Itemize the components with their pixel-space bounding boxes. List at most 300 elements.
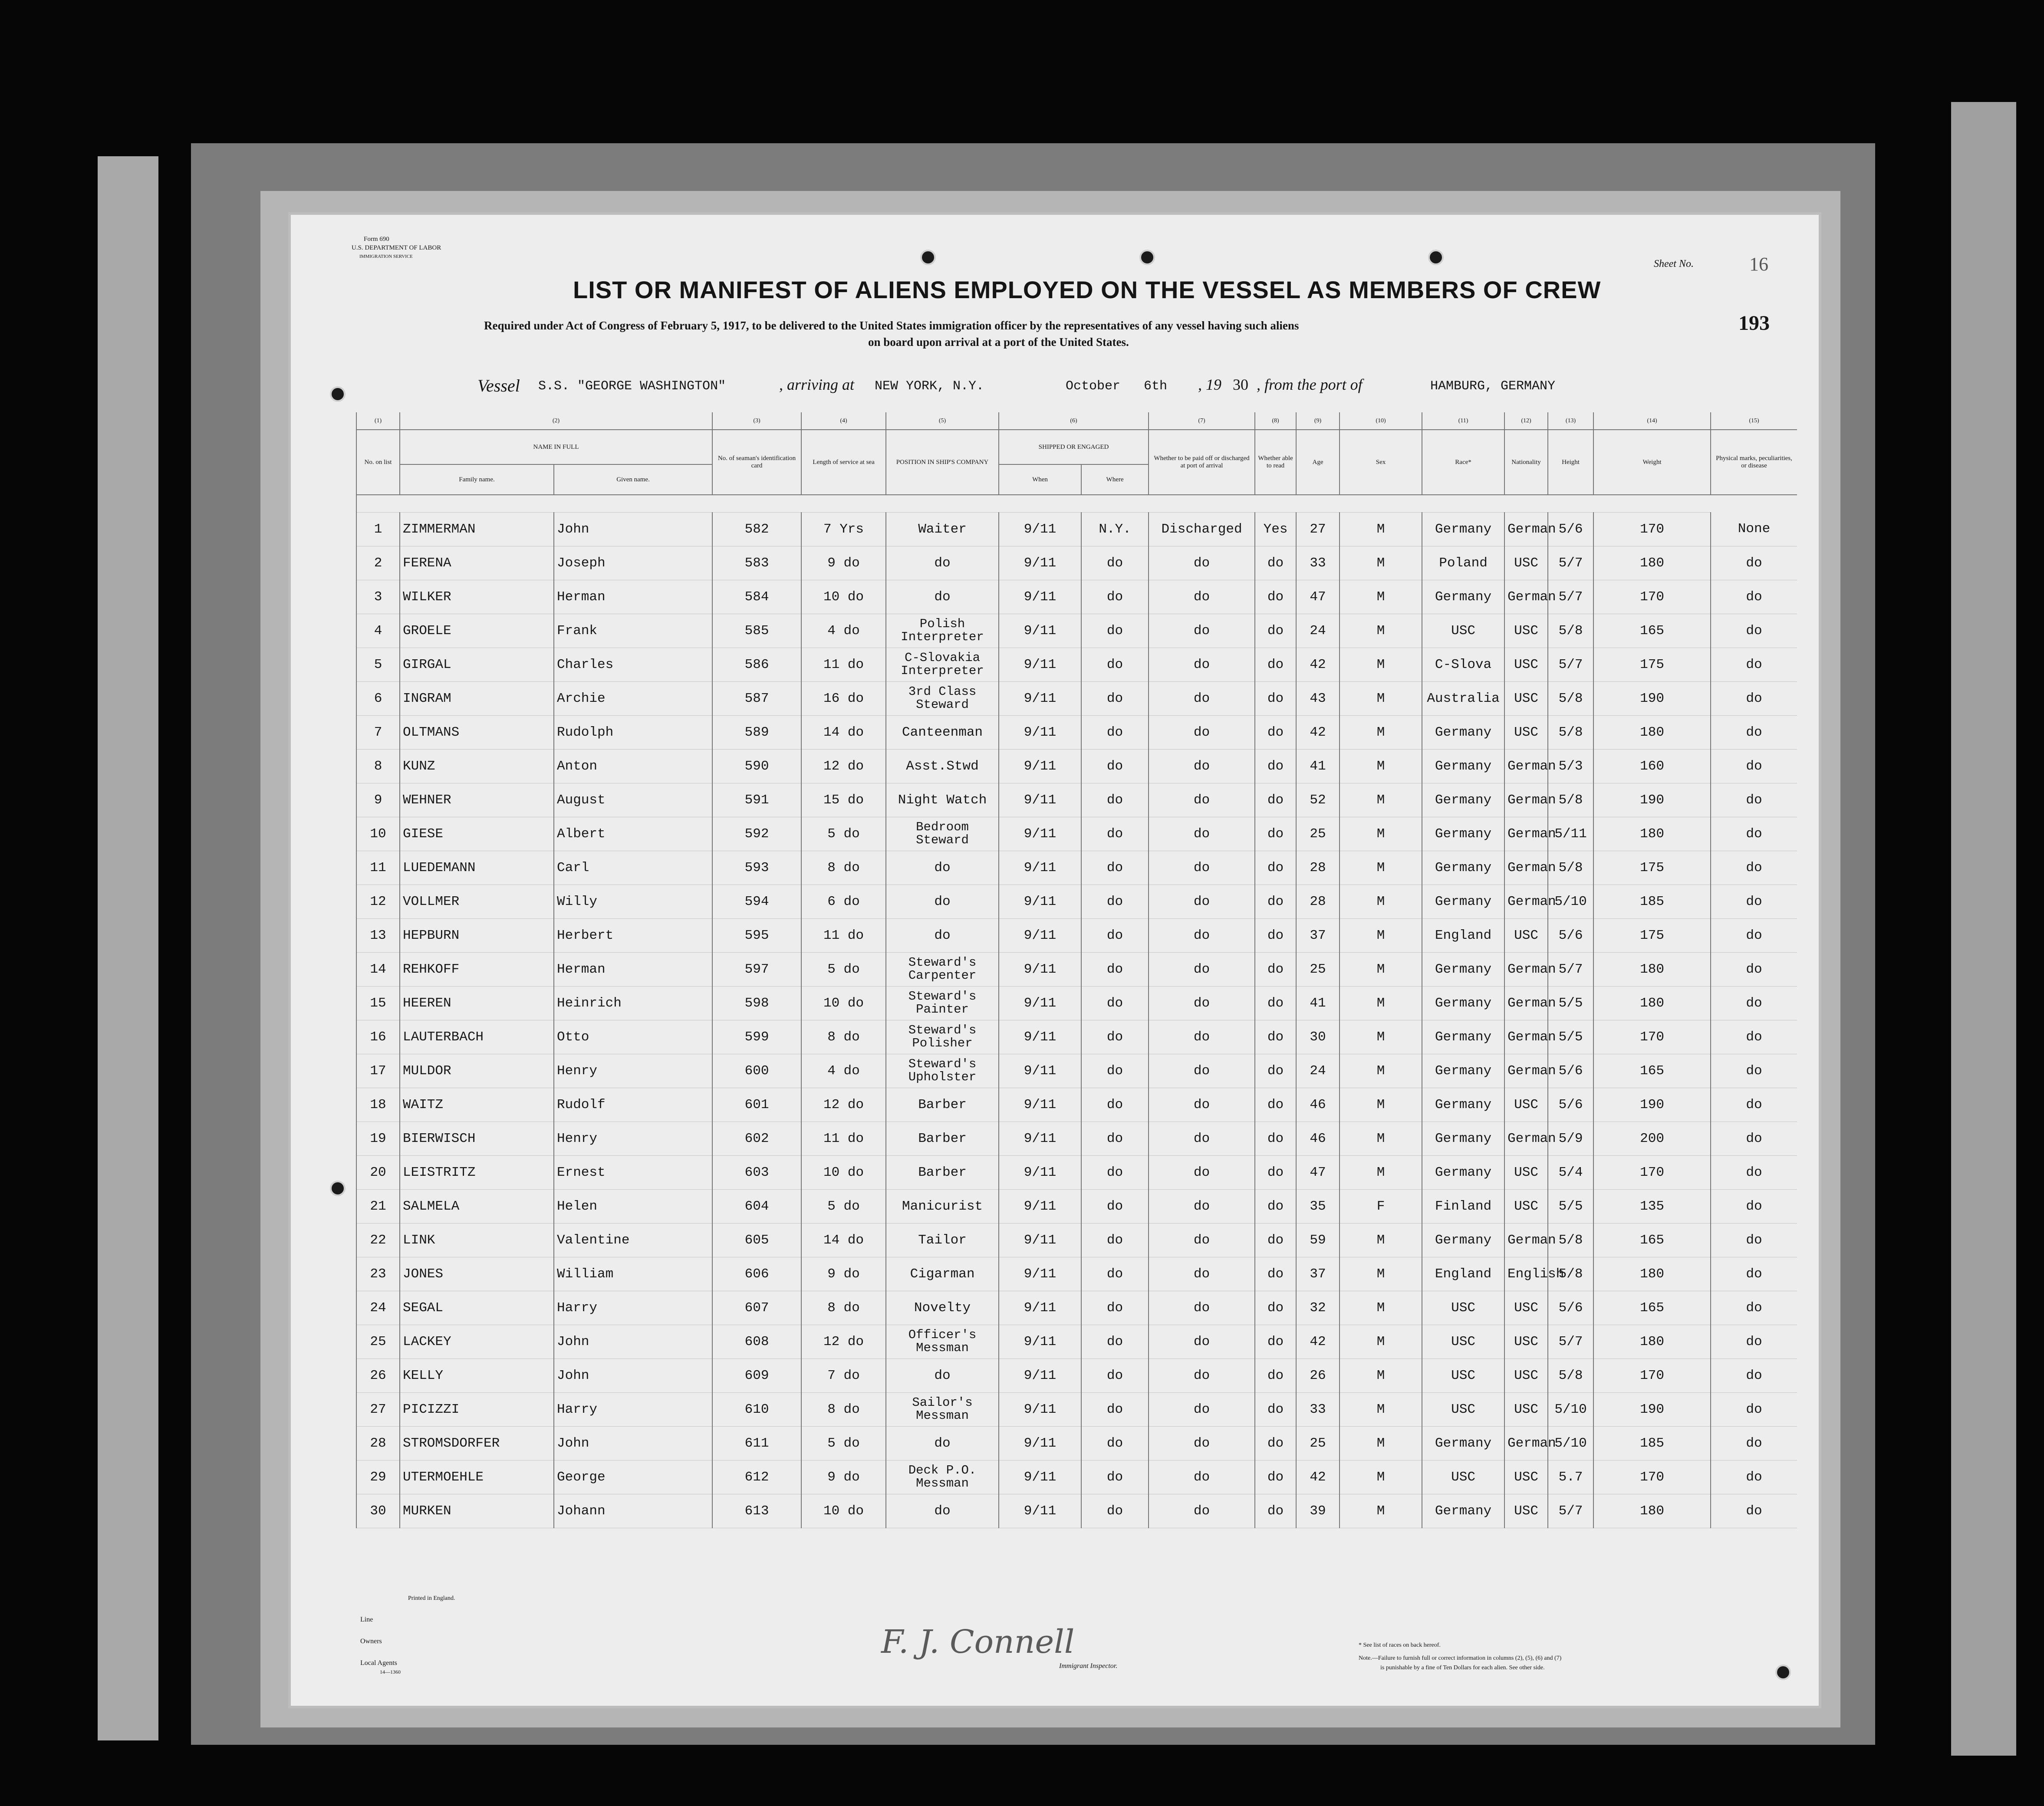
nationality-cell: German [1504, 512, 1548, 546]
table-row [356, 681, 1797, 715]
row-number-cell: 27 [356, 1392, 400, 1426]
age-cell: 35 [1296, 1189, 1340, 1223]
able-to-read-cell: do [1255, 1426, 1296, 1460]
physical-marks-cell: do [1711, 1426, 1797, 1460]
nationality-cell: USC [1504, 1460, 1548, 1494]
race-cell: USC [1422, 1359, 1504, 1392]
service-length-cell: 14 do [801, 715, 886, 749]
table-row [356, 1155, 1797, 1189]
age-cell: 37 [1296, 918, 1340, 952]
physical-marks-cell: do [1711, 1460, 1797, 1494]
position-cell: Sailor's Messman [886, 1392, 999, 1426]
shipped-when-cell: 9/11 [999, 648, 1081, 681]
id-card-cell: 597 [712, 952, 801, 986]
able-to-read-cell: do [1255, 952, 1296, 986]
able-to-read-cell: do [1255, 918, 1296, 952]
age-cell: 46 [1296, 1122, 1340, 1155]
header-where: Where [1081, 464, 1149, 495]
row-number-cell: 3 [356, 580, 400, 614]
service-length-cell: 12 do [801, 1325, 886, 1359]
id-card-cell: 591 [712, 783, 801, 817]
table-row [356, 918, 1797, 952]
service-length-cell: 9 do [801, 546, 886, 580]
height-cell: 5/8 [1548, 614, 1593, 648]
race-cell: C-Slova [1422, 648, 1504, 681]
shipped-when-cell: 9/11 [999, 1291, 1081, 1325]
able-to-read-cell: do [1255, 1460, 1296, 1494]
sex-cell: M [1340, 1426, 1422, 1460]
height-cell: 5/6 [1548, 512, 1593, 546]
height-cell: 5/6 [1548, 1054, 1593, 1088]
table-row [356, 885, 1797, 918]
family-name-cell: WILKER [400, 580, 554, 614]
id-card-cell: 600 [712, 1054, 801, 1088]
inspector-label: Immigrant Inspector. [1059, 1662, 1118, 1670]
given-name-cell: Archie [554, 681, 712, 715]
service-length-cell: 11 do [801, 1122, 886, 1155]
shipped-where-cell: do [1081, 1257, 1149, 1291]
physical-marks-cell: do [1711, 783, 1797, 817]
header-race: Race* [1422, 430, 1504, 495]
given-name-cell: Ernest [554, 1155, 712, 1189]
race-cell: USC [1422, 1325, 1504, 1359]
nationality-cell: German [1504, 817, 1548, 851]
height-cell: 5/11 [1548, 817, 1593, 851]
height-cell: 5/3 [1548, 749, 1593, 783]
colnum: (3) [712, 412, 801, 430]
colnum: (6) [999, 412, 1149, 430]
given-name-cell: Rudolph [554, 715, 712, 749]
shipped-when-cell: 9/11 [999, 1257, 1081, 1291]
height-cell: 5/5 [1548, 1189, 1593, 1223]
shipped-where-cell: do [1081, 1189, 1149, 1223]
given-name-cell: John [554, 1325, 712, 1359]
position-cell: Deck P.O. Messman [886, 1460, 999, 1494]
arrival-day: 6th [1144, 379, 1168, 394]
able-to-read-cell: do [1255, 614, 1296, 648]
shipped-when-cell: 9/11 [999, 1189, 1081, 1223]
family-name-cell: FERENA [400, 546, 554, 580]
shipped-where-cell: do [1081, 986, 1149, 1020]
shipped-where-cell: do [1081, 817, 1149, 851]
family-name-cell: REHKOFF [400, 952, 554, 986]
position-cell: Canteenman [886, 715, 999, 749]
position-cell: Cigarman [886, 1257, 999, 1291]
shipped-where-cell: do [1081, 1020, 1149, 1054]
colnum: (4) [801, 412, 886, 430]
height-cell: 5/10 [1548, 885, 1593, 918]
shipped-when-cell: 9/11 [999, 1020, 1081, 1054]
service-length-cell: 9 do [801, 1257, 886, 1291]
age-cell: 47 [1296, 580, 1340, 614]
shipped-when-cell: 9/11 [999, 580, 1081, 614]
table-row [356, 1122, 1797, 1155]
physical-marks-cell: do [1711, 885, 1797, 918]
paid-off-cell: do [1149, 885, 1255, 918]
shipped-where-cell: do [1081, 1325, 1149, 1359]
departure-port: HAMBURG, GERMANY [1430, 379, 1556, 394]
sex-cell: M [1340, 749, 1422, 783]
shipped-when-cell: 9/11 [999, 1392, 1081, 1426]
race-cell: Germany [1422, 885, 1504, 918]
row-number-cell: 30 [356, 1494, 400, 1528]
id-card-cell: 583 [712, 546, 801, 580]
physical-marks-cell: do [1711, 715, 1797, 749]
punch-hole [1428, 250, 1444, 265]
from-port-label: , from the port of [1257, 376, 1363, 393]
race-cell: Germany [1422, 986, 1504, 1020]
shipped-when-cell: 9/11 [999, 681, 1081, 715]
paid-off-cell: do [1149, 1122, 1255, 1155]
race-cell: Germany [1422, 1020, 1504, 1054]
colnum: (14) [1593, 412, 1711, 430]
given-name-cell: Rudolf [554, 1088, 712, 1122]
nationality-cell: German [1504, 851, 1548, 885]
given-name-cell: Herbert [554, 918, 712, 952]
row-number-cell: 8 [356, 749, 400, 783]
physical-marks-cell: do [1711, 546, 1797, 580]
family-name-cell: MULDOR [400, 1054, 554, 1088]
physical-marks-cell: do [1711, 1392, 1797, 1426]
shipped-when-cell: 9/11 [999, 1054, 1081, 1088]
race-cell: Australia [1422, 681, 1504, 715]
row-number-cell: 21 [356, 1189, 400, 1223]
race-cell: Germany [1422, 783, 1504, 817]
shipped-where-cell: do [1081, 1359, 1149, 1392]
weight-cell: 180 [1593, 715, 1711, 749]
age-cell: 25 [1296, 817, 1340, 851]
age-cell: 59 [1296, 1223, 1340, 1257]
nationality-cell: USC [1504, 1494, 1548, 1528]
family-name-cell: GIRGAL [400, 648, 554, 681]
physical-marks-cell: None [1711, 512, 1797, 546]
weight-cell: 180 [1593, 1325, 1711, 1359]
race-cell: Germany [1422, 1054, 1504, 1088]
race-cell: Poland [1422, 546, 1504, 580]
service-length-cell: 10 do [801, 1494, 886, 1528]
height-cell: 5/8 [1548, 715, 1593, 749]
table-row [356, 546, 1797, 580]
nationality-cell: German [1504, 885, 1548, 918]
sex-cell: M [1340, 512, 1422, 546]
id-card-cell: 605 [712, 1223, 801, 1257]
punch-hole [330, 1181, 346, 1196]
position-cell: Novelty [886, 1291, 999, 1325]
weight-cell: 200 [1593, 1122, 1711, 1155]
position-cell: C-Slovakia Interpreter [886, 648, 999, 681]
weight-cell: 165 [1593, 1291, 1711, 1325]
position-cell: Tailor [886, 1223, 999, 1257]
row-number-cell: 13 [356, 918, 400, 952]
paid-off-cell: do [1149, 1020, 1255, 1054]
header-physical: Physical marks, peculiarities, or disease [1711, 430, 1797, 495]
paid-off-cell: do [1149, 851, 1255, 885]
nationality-cell: German [1504, 1426, 1548, 1460]
weight-cell: 170 [1593, 1155, 1711, 1189]
shipped-when-cell: 9/11 [999, 1325, 1081, 1359]
row-number-cell: 7 [356, 715, 400, 749]
weight-cell: 170 [1593, 1460, 1711, 1494]
position-cell: Steward's Painter [886, 986, 999, 1020]
nationality-cell: USC [1504, 546, 1548, 580]
nationality-cell: USC [1504, 1359, 1548, 1392]
age-cell: 37 [1296, 1257, 1340, 1291]
able-to-read-cell: do [1255, 885, 1296, 918]
header-paid-off: Whether to be paid off or discharged at port of arrival [1149, 430, 1255, 495]
nationality-cell: USC [1504, 918, 1548, 952]
id-card-cell: 586 [712, 648, 801, 681]
table-row [356, 715, 1797, 749]
service-length-cell: 6 do [801, 885, 886, 918]
able-to-read-cell: do [1255, 648, 1296, 681]
given-name-cell: Herman [554, 580, 712, 614]
paid-off-cell: do [1149, 817, 1255, 851]
race-cell: Germany [1422, 1426, 1504, 1460]
service-length-cell: 16 do [801, 681, 886, 715]
sex-cell: M [1340, 952, 1422, 986]
service-length-cell: 4 do [801, 614, 886, 648]
height-cell: 5/7 [1548, 580, 1593, 614]
id-card-cell: 613 [712, 1494, 801, 1528]
shipped-where-cell: do [1081, 648, 1149, 681]
weight-cell: 165 [1593, 614, 1711, 648]
id-card-cell: 582 [712, 512, 801, 546]
header-weight: Weight [1593, 430, 1711, 495]
family-name-cell: ZIMMERMAN [400, 512, 554, 546]
shipped-when-cell: 9/11 [999, 1460, 1081, 1494]
row-number-cell: 26 [356, 1359, 400, 1392]
id-card-cell: 612 [712, 1460, 801, 1494]
sex-cell: M [1340, 648, 1422, 681]
inspector-signature: F. J. Connell [881, 1623, 1075, 1661]
table-row [356, 749, 1797, 783]
paid-off-cell: do [1149, 546, 1255, 580]
colnum: (11) [1422, 412, 1504, 430]
age-cell: 32 [1296, 1291, 1340, 1325]
family-name-cell: LEISTRITZ [400, 1155, 554, 1189]
age-cell: 47 [1296, 1155, 1340, 1189]
family-name-cell: STROMSDORFER [400, 1426, 554, 1460]
height-cell: 5/6 [1548, 1291, 1593, 1325]
nationality-cell: German [1504, 1054, 1548, 1088]
weight-cell: 170 [1593, 580, 1711, 614]
paid-off-cell: do [1149, 952, 1255, 986]
table-row [356, 648, 1797, 681]
sex-cell: M [1340, 851, 1422, 885]
given-name-cell: Henry [554, 1054, 712, 1088]
nationality-cell: USC [1504, 1088, 1548, 1122]
sex-cell: M [1340, 1291, 1422, 1325]
able-to-read-cell: do [1255, 1223, 1296, 1257]
service-length-cell: 8 do [801, 1392, 886, 1426]
shipped-where-cell: do [1081, 1088, 1149, 1122]
table-row [356, 783, 1797, 817]
sheet-label: Sheet No. [1654, 258, 1694, 270]
service-length-cell: 8 do [801, 851, 886, 885]
position-cell: Steward's Carpenter [886, 952, 999, 986]
race-cell: USC [1422, 1392, 1504, 1426]
table-row [356, 817, 1797, 851]
position-cell: Steward's Upholster [886, 1054, 999, 1088]
race-cell: Germany [1422, 817, 1504, 851]
able-to-read-cell: do [1255, 817, 1296, 851]
physical-marks-cell: do [1711, 817, 1797, 851]
table-row [356, 1359, 1797, 1392]
header-able-read: Whether able to read [1255, 430, 1296, 495]
arrival-port: NEW YORK, N.Y. [875, 379, 984, 394]
shipped-when-cell: 9/11 [999, 918, 1081, 952]
id-card-cell: 590 [712, 749, 801, 783]
id-card-cell: 604 [712, 1189, 801, 1223]
physical-marks-cell: do [1711, 1223, 1797, 1257]
row-number-cell: 2 [356, 546, 400, 580]
weight-cell: 185 [1593, 885, 1711, 918]
given-name-cell: Joseph [554, 546, 712, 580]
shipped-where-cell: do [1081, 1122, 1149, 1155]
paid-off-cell: do [1149, 1189, 1255, 1223]
header-id-card: No. of seaman's identification card [712, 430, 801, 495]
nationality-cell: USC [1504, 1291, 1548, 1325]
shipped-where-cell: do [1081, 614, 1149, 648]
family-name-cell: HEPBURN [400, 918, 554, 952]
given-name-cell: Albert [554, 817, 712, 851]
physical-marks-cell: do [1711, 1325, 1797, 1359]
row-number-cell: 4 [356, 614, 400, 648]
family-name-cell: HEEREN [400, 986, 554, 1020]
id-card-cell: 599 [712, 1020, 801, 1054]
physical-marks-cell: do [1711, 1054, 1797, 1088]
age-cell: 52 [1296, 783, 1340, 817]
paid-off-cell: do [1149, 614, 1255, 648]
given-name-cell: Harry [554, 1291, 712, 1325]
colnum: (2) [400, 412, 712, 430]
nationality-cell: USC [1504, 1155, 1548, 1189]
nationality-cell: German [1504, 1020, 1548, 1054]
service-length-cell: 15 do [801, 783, 886, 817]
id-card-cell: 594 [712, 885, 801, 918]
paid-off-cell: do [1149, 1426, 1255, 1460]
race-cell: Germany [1422, 1155, 1504, 1189]
given-name-cell: Charles [554, 648, 712, 681]
table-row [356, 1020, 1797, 1054]
age-cell: 26 [1296, 1359, 1340, 1392]
family-name-cell: OLTMANS [400, 715, 554, 749]
paid-off-cell: do [1149, 783, 1255, 817]
id-card-cell: 595 [712, 918, 801, 952]
race-cell: Germany [1422, 1494, 1504, 1528]
sex-cell: M [1340, 1020, 1422, 1054]
colnum: (12) [1504, 412, 1548, 430]
weight-cell: 175 [1593, 648, 1711, 681]
service-name: IMMIGRATION SERVICE [359, 254, 413, 259]
position-cell: do [886, 851, 999, 885]
age-cell: 25 [1296, 1426, 1340, 1460]
id-card-cell: 607 [712, 1291, 801, 1325]
sex-cell: M [1340, 1223, 1422, 1257]
table-row [356, 1054, 1797, 1088]
position-cell: Barber [886, 1122, 999, 1155]
position-cell: Polish Interpreter [886, 614, 999, 648]
shipped-where-cell: do [1081, 952, 1149, 986]
row-number-cell: 25 [356, 1325, 400, 1359]
able-to-read-cell: do [1255, 851, 1296, 885]
age-cell: 46 [1296, 1088, 1340, 1122]
service-length-cell: 10 do [801, 580, 886, 614]
vessel-label: Vessel [477, 376, 520, 395]
shipped-when-cell: 9/11 [999, 885, 1081, 918]
position-cell: Waiter [886, 512, 999, 546]
height-cell: 5/8 [1548, 1257, 1593, 1291]
table-row [356, 1088, 1797, 1122]
race-cell: USC [1422, 1291, 1504, 1325]
penalty-note-2: is punishable by a fine of Ten Dollars for each alien. See other side. [1380, 1665, 1545, 1671]
race-cell: USC [1422, 614, 1504, 648]
position-cell: do [886, 1494, 999, 1528]
physical-marks-cell: do [1711, 614, 1797, 648]
given-name-cell: John [554, 512, 712, 546]
able-to-read-cell: do [1255, 1325, 1296, 1359]
sex-cell: M [1340, 1088, 1422, 1122]
shipped-when-cell: 9/11 [999, 851, 1081, 885]
header-sex: Sex [1340, 430, 1422, 495]
service-length-cell: 10 do [801, 986, 886, 1020]
row-number-cell: 23 [356, 1257, 400, 1291]
service-length-cell: 9 do [801, 1460, 886, 1494]
crew-rows [356, 512, 1797, 1528]
given-name-cell: Helen [554, 1189, 712, 1223]
physical-marks-cell: do [1711, 1088, 1797, 1122]
id-card-cell: 598 [712, 986, 801, 1020]
able-to-read-cell: do [1255, 1392, 1296, 1426]
shipped-where-cell: do [1081, 885, 1149, 918]
shipped-where-cell: do [1081, 1223, 1149, 1257]
given-name-cell: Herman [554, 952, 712, 986]
sex-cell: M [1340, 783, 1422, 817]
year-prefix: , 19 [1198, 376, 1221, 393]
physical-marks-cell: do [1711, 918, 1797, 952]
weight-cell: 180 [1593, 817, 1711, 851]
form-number: Form 690 [364, 236, 389, 243]
race-cell: Germany [1422, 952, 1504, 986]
weight-cell: 170 [1593, 1359, 1711, 1392]
row-number-cell: 9 [356, 783, 400, 817]
penalty-note: Note.—Failure to furnish full or correct information in columns (2), (5), (6) and (7) [1359, 1655, 1562, 1661]
left-page-edge [98, 156, 158, 1740]
race-cell: Germany [1422, 749, 1504, 783]
table-row [356, 1392, 1797, 1426]
service-length-cell: 5 do [801, 1426, 886, 1460]
table-row [356, 952, 1797, 986]
id-card-cell: 584 [712, 580, 801, 614]
given-name-cell: Willy [554, 885, 712, 918]
age-cell: 41 [1296, 749, 1340, 783]
given-name-cell: Frank [554, 614, 712, 648]
family-name-cell: UTERMOEHLE [400, 1460, 554, 1494]
position-cell: Manicurist [886, 1189, 999, 1223]
row-number-cell: 18 [356, 1088, 400, 1122]
table-row [356, 1257, 1797, 1291]
shipped-when-cell: 9/11 [999, 614, 1081, 648]
weight-cell: 180 [1593, 986, 1711, 1020]
given-name-cell: Henry [554, 1122, 712, 1155]
given-name-cell: Johann [554, 1494, 712, 1528]
paid-off-cell: do [1149, 1088, 1255, 1122]
physical-marks-cell: do [1711, 1122, 1797, 1155]
id-card-cell: 585 [712, 614, 801, 648]
position-cell: Officer's Messman [886, 1325, 999, 1359]
position-cell: do [886, 546, 999, 580]
row-number-cell: 10 [356, 817, 400, 851]
